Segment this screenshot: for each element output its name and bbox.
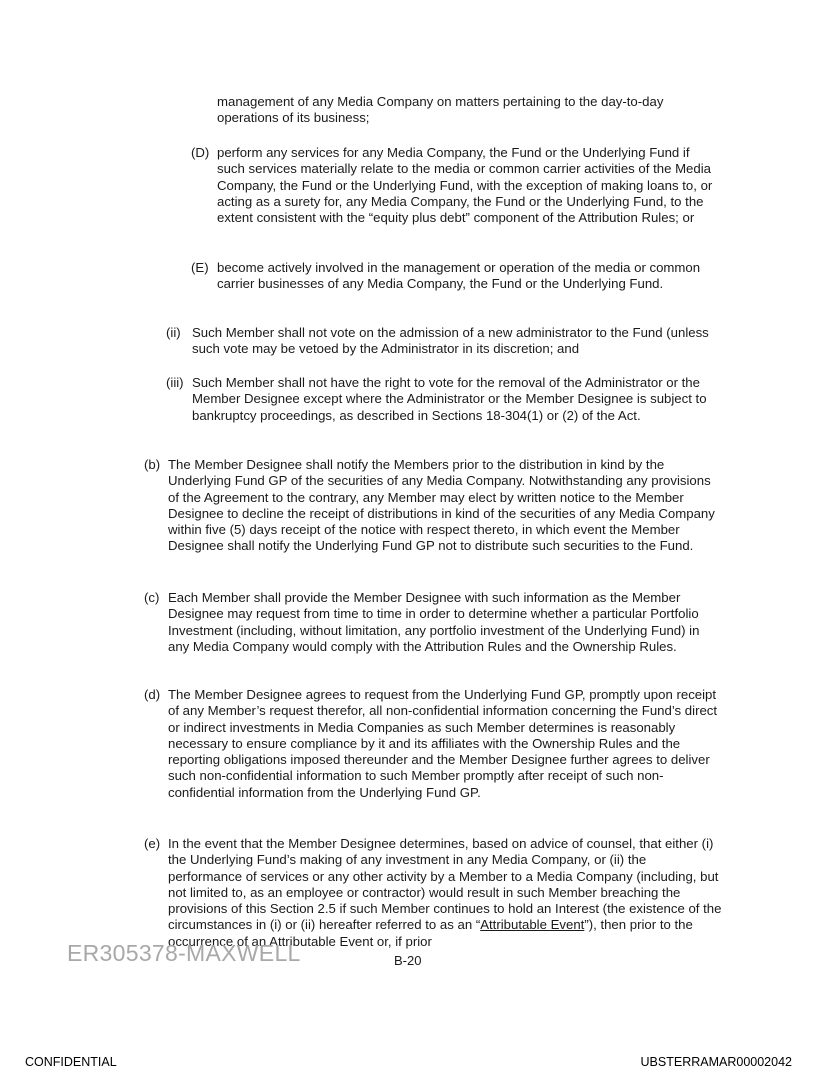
- list-item-ii: [166, 325, 721, 358]
- list-item-text: Such Member shall not vote on the admission of a new administrator to the Fund (unless such vote may be vetoed by the Administrator in its discretion; and: [192, 325, 709, 357]
- list-item-label: (D): [191, 145, 210, 160]
- bates-number: UBSTERRAMAR00002042: [640, 1055, 792, 1069]
- list-item-label: (d): [144, 687, 161, 702]
- list-item-iii: [166, 375, 721, 424]
- paragraph-continuation: [217, 94, 717, 127]
- document-id-watermark: ER305378-MAXWELL: [67, 940, 301, 966]
- list-item-label: (e): [144, 836, 161, 851]
- list-item-label: (E): [191, 260, 209, 275]
- defined-term: Attributable Event: [480, 917, 585, 933]
- list-item-D: [191, 145, 721, 226]
- confidential-label: CONFIDENTIAL: [25, 1055, 117, 1069]
- list-item-text: become actively involved in the management or operation of the media or common carrier businesses of any Media Company, the Fund or the Underlying Fund.: [217, 260, 701, 292]
- list-item-text: The Member Designee shall notify the Members prior to the distribution in kind by the Underlying Fund GP of the securities of any Media Company. Notwithstanding any provisions of the Agreement to the contrary, any Member may elect by written notice to the Member Designee to decline the receipt of distributions in kind of the securities of any Media Company within five (5) days receipt of the notice with respect thereto, in which event the Member Designee shall notify the Underlying Fund GP not to distribute such securities to the Fund.: [168, 457, 715, 554]
- list-item-label: (iii): [166, 375, 184, 390]
- list-item-b: [144, 457, 722, 555]
- list-item-label: (ii): [166, 325, 181, 340]
- list-item-text-before: In the event that the Member Designee determines, based on advice of counsel, that either (i) the Underlying Fund’s making of any investment in any Media Company, or (ii) the performance of services or any other activity by a Member to a Media Company (including, but not limited to, as an employee or contractor) would result in such Member breaching the provisions of this Section 2.5 if such Member continues to hold an Interest (the existence of the circumstances in (i) or (ii) hereafter referred to as an “: [168, 836, 722, 933]
- list-item-e: [144, 836, 722, 950]
- list-item-c: [144, 590, 722, 655]
- list-item-text: The Member Designee agrees to request from the Underlying Fund GP, promptly upon receipt of any Member’s request therefor, all non-confidential information concerning the Fund’s direct or indirect investments in Media Companies as such Member determines is reasonably necessary to ensure compliance by it and its affiliates with the Ownership Rules and the reporting obligations imposed thereunder and the Member Designee further agrees to deliver such non-confidential information to such Member promptly after receipt of such non-confidential information from the Underlying Fund GP.: [168, 687, 718, 800]
- list-item-text: Such Member shall not have the right to vote for the removal of the Administrator or the Member Designee except where the Administrator or the Member Designee is subject to bankruptcy proceedings, as described in Sections 18-304(1) or (2) of the Act.: [192, 375, 707, 423]
- list-item-d: [144, 687, 722, 801]
- list-item-text: Each Member shall provide the Member Designee with such information as the Member Designee may request from time to time in order to determine whether a particular Portfolio Investment (including, without limitation, any portfolio investment of the Underlying Fund) in any Media Company would comply with the Attribution Rules and the Ownership Rules.: [168, 590, 700, 654]
- paragraph-text: management of any Media Company on matters pertaining to the day-to-day operations of its business;: [217, 94, 664, 126]
- list-item-text: [168, 836, 722, 950]
- list-item-text: perform any services for any Media Company, the Fund or the Underlying Fund if such services materially relate to the media or common carrier activities of the Media Company, the Fund or the Underlying Fund, with the exception of making loans to, or acting as a surety for, any Media Company, the Fund or the Underlying Fund, to the extent consistent with the “equity plus debt” component of the Attribution Rules; or: [217, 145, 713, 226]
- list-item-text-after: ”), then prior to the occurrence of an Attributable Event or, if prior: [168, 917, 693, 949]
- page-number: B-20: [394, 953, 422, 968]
- list-item-E: [191, 260, 721, 293]
- list-item-label: (b): [144, 457, 161, 472]
- list-item-label: (c): [144, 590, 160, 605]
